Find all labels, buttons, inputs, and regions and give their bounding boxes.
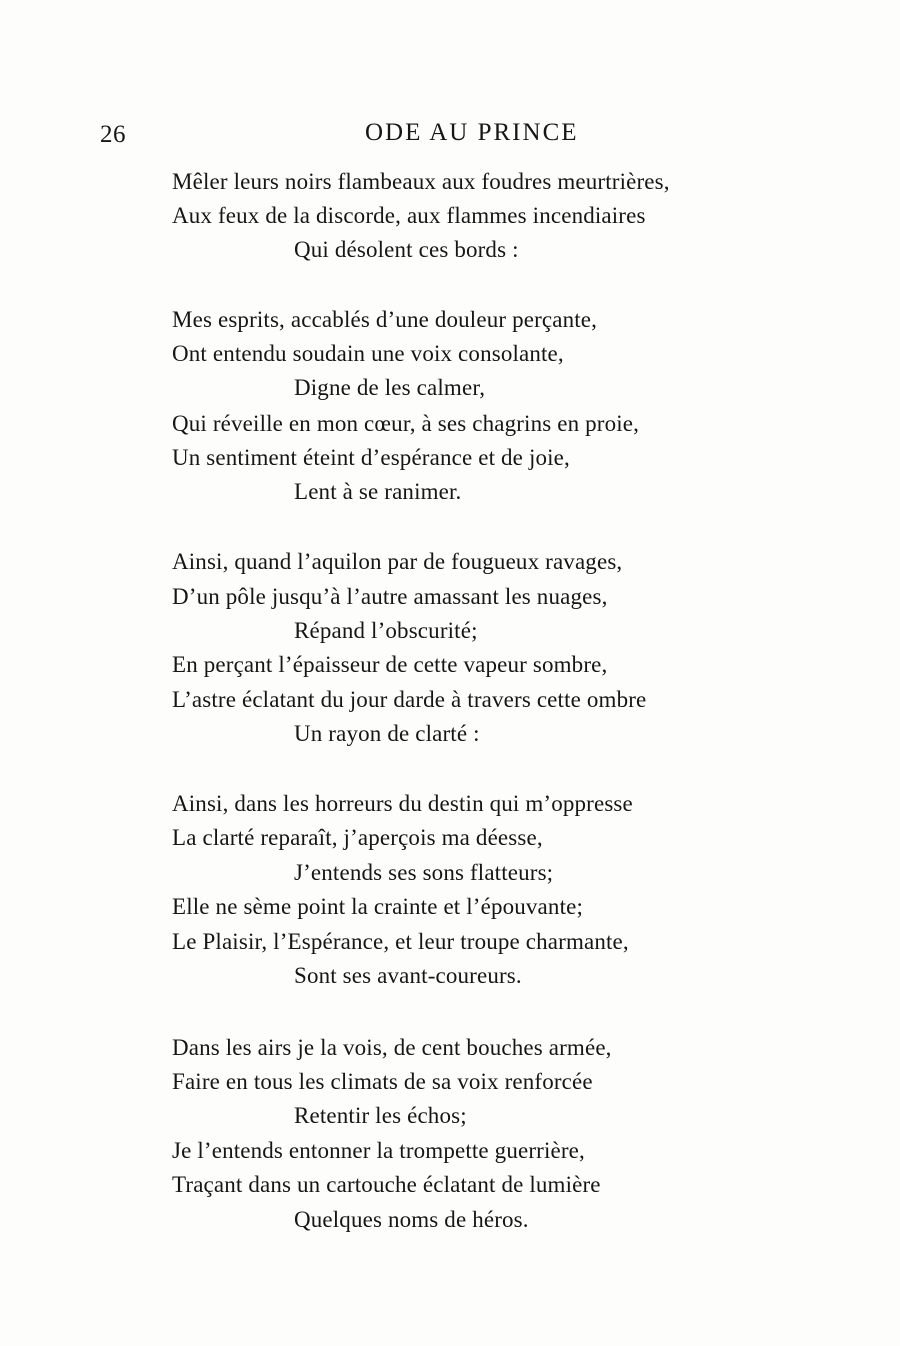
verse-line: Retentir les échos;: [294, 1103, 467, 1128]
verse-line: D’un pôle jusqu’à l’autre amassant les nuages,: [172, 584, 608, 609]
verse-line: Traçant dans un cartouche éclatant de lumière: [172, 1172, 601, 1197]
verse-line: Lent à se ranimer.: [294, 479, 462, 504]
verse-line: Elle ne sème point la crainte et l’épouvante;: [172, 894, 584, 919]
verse-line: Sont ses avant-coureurs.: [294, 963, 522, 988]
verse-line: Mêler leurs noirs flambeaux aux foudres meurtrières,: [172, 169, 670, 194]
verse-line: J’entends ses sons flatteurs;: [294, 860, 554, 885]
verse-line: Dans les airs je la vois, de cent bouches armée,: [172, 1035, 612, 1060]
verse-line: L’astre éclatant du jour darde à travers cette ombre: [172, 687, 647, 712]
verse-line: Un sentiment éteint d’espérance et de joie,: [172, 445, 570, 470]
verse-line: Ainsi, dans les horreurs du destin qui m’oppresse: [172, 791, 633, 816]
verse-line: En perçant l’épaisseur de cette vapeur sombre,: [172, 652, 608, 677]
verse-line: Un rayon de clarté :: [294, 721, 480, 746]
verse-line: La clarté reparaît, j’aperçois ma déesse,: [172, 825, 543, 850]
verse-line: Je l’entends entonner la trompette guerrière,: [172, 1138, 585, 1163]
verse-line: Ainsi, quand l’aquilon par de fougueux ravages,: [172, 549, 623, 574]
verse-line: Répand l’obscurité;: [294, 618, 478, 643]
verse-line: Aux feux de la discorde, aux flammes incendiaires: [172, 203, 646, 228]
verse-line: Qui désolent ces bords :: [294, 237, 519, 262]
verse-line: Le Plaisir, l’Espérance, et leur troupe charmante,: [172, 929, 629, 954]
verse-line: Faire en tous les climats de sa voix renforcée: [172, 1069, 593, 1094]
verse-line: Quelques noms de héros.: [294, 1207, 529, 1232]
page-number: 26: [100, 121, 126, 148]
verse-line: Qui réveille en mon cœur, à ses chagrins en proie,: [172, 411, 640, 436]
verse-line: Mes esprits, accablés d’une douleur perçante,: [172, 307, 598, 332]
verse-line: Ont entendu soudain une voix consolante,: [172, 341, 564, 366]
verse-line: Digne de les calmer,: [294, 375, 486, 400]
running-title: ODE AU PRINCE: [365, 119, 579, 146]
